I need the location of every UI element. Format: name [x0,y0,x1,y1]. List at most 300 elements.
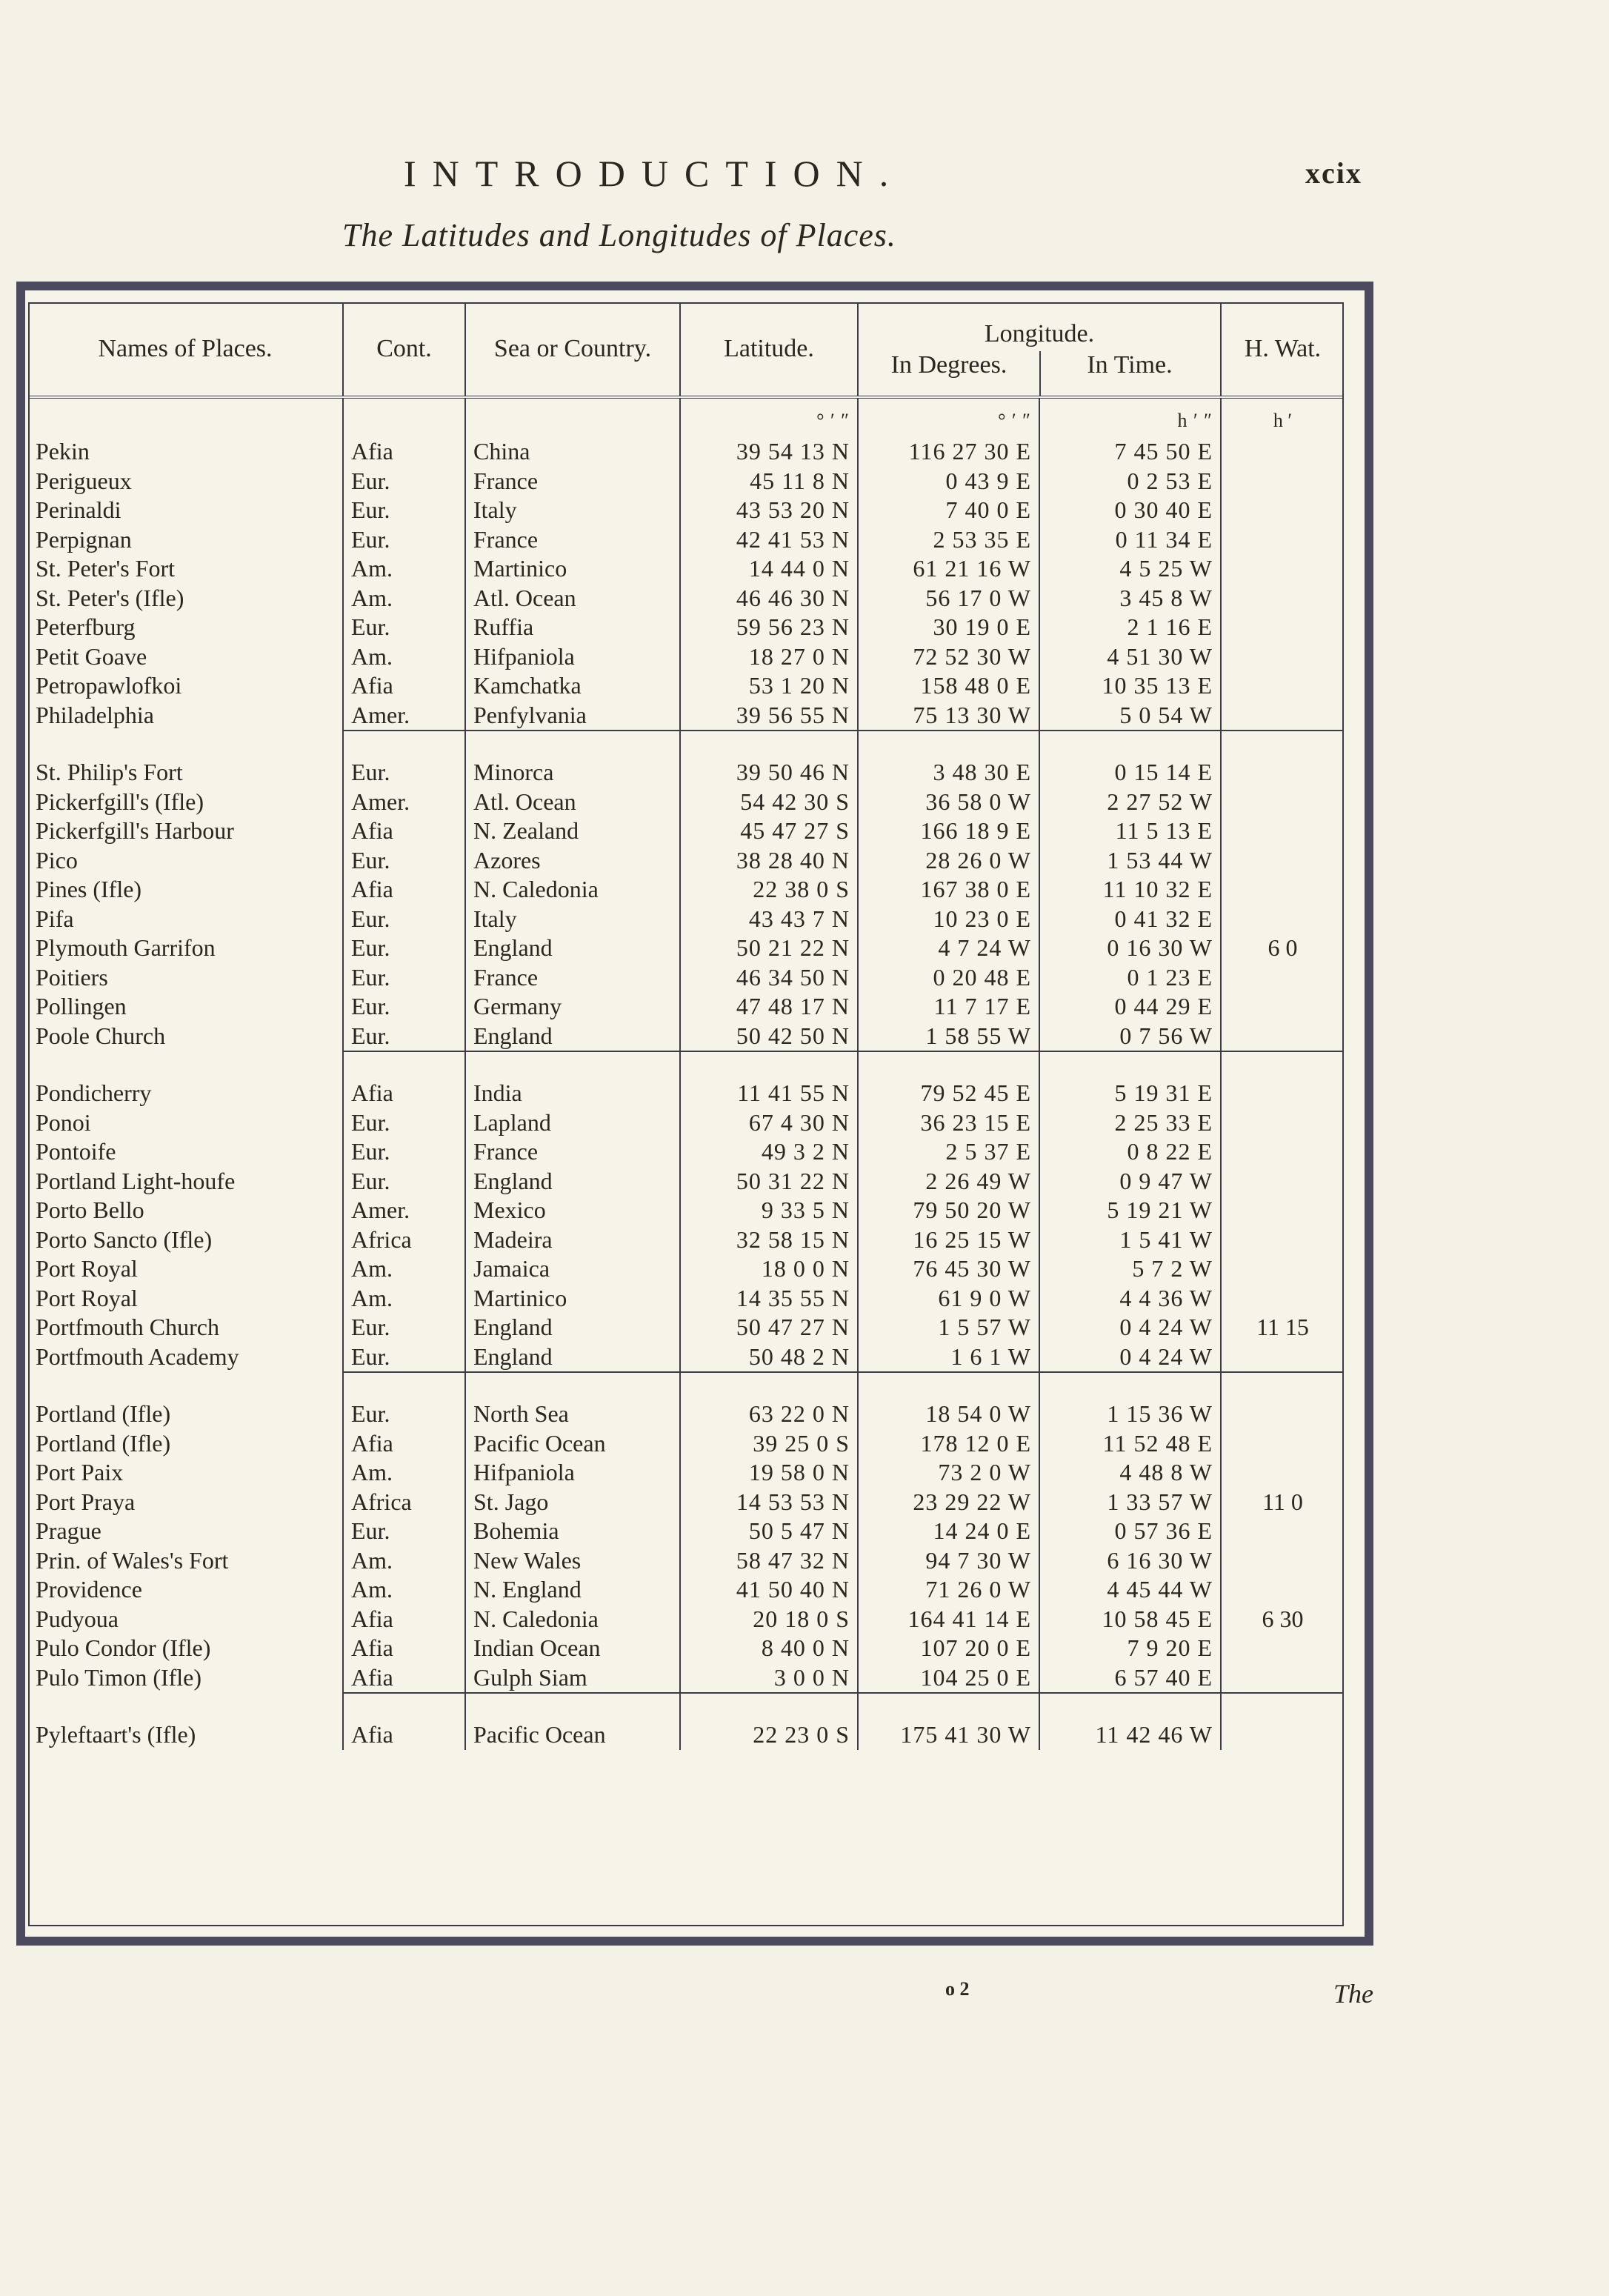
cell-lat: 39 25 0 S [680,1429,858,1459]
cell-name: Pulo Timon (Ifle) [28,1663,343,1694]
cell-lat: 49 3 2 N [680,1137,858,1167]
cell-sea: England [465,1022,680,1052]
cell-time: 6 16 30 W [1039,1546,1221,1576]
cell-name: Pico [28,846,343,876]
cell-sea: France [465,467,680,496]
cell-deg: 158 48 0 E [858,671,1039,701]
cell-sea: St. Jago [465,1488,680,1517]
cell-sea: Pacific Ocean [465,1720,680,1750]
running-head-title: INTRODUCTION. [404,153,905,194]
cell-hw [1221,846,1344,876]
cell-lat: 42 41 53 N [680,525,858,555]
table-row [28,496,1344,525]
cell-time: 0 2 53 E [1039,467,1221,496]
cell-lat: 14 44 0 N [680,554,858,584]
cell-hw [1221,1079,1344,1108]
cell-hw [1221,1137,1344,1167]
cell-sea: Bohemia [465,1517,680,1546]
cell-name: Philadelphia [28,701,343,731]
cell-hw [1221,437,1344,467]
table-row [28,671,1344,701]
cell-name: Petit Goave [28,642,343,672]
table-row [28,613,1344,642]
page-number: xcix [1305,156,1362,190]
cell-lat: 39 50 46 N [680,758,858,788]
cell-name: Perpignan [28,525,343,555]
cell-lat: 46 46 30 N [680,584,858,613]
cell-hw [1221,1225,1344,1255]
cell-hw: 11 15 [1256,1314,1309,1341]
cell-time: 0 30 40 E [1039,496,1221,525]
cell-name: Portland (Ifle) [28,1429,343,1459]
table-row [28,437,1344,467]
table-row [28,934,1344,963]
cell-lat: 50 47 27 N [680,1313,858,1342]
cell-cont: Eur. [343,758,465,788]
cell-sea: Minorca [465,758,680,788]
group-spacer [28,1693,1344,1720]
cell-name: Providence [28,1575,343,1605]
cell-hw [1221,875,1344,905]
cell-lat: 14 35 55 N [680,1284,858,1314]
cell-time: 7 45 50 E [1039,437,1221,467]
cell-lat: 22 38 0 S [680,875,858,905]
cell-lat: 50 48 2 N [680,1342,858,1373]
cell-sea: Ruffia [465,613,680,642]
cell-sea: Hifpaniola [465,1458,680,1488]
table-title: The Latitudes and Longitudes of Places. [342,217,896,253]
cell-sea: England [465,1167,680,1197]
cell-cont: Eur. [343,905,465,934]
cell-time: 1 53 44 W [1039,846,1221,876]
cell-cont: Eur. [343,613,465,642]
table-row [28,701,1344,731]
cell-deg: 107 20 0 E [858,1634,1039,1663]
cell-time: 4 45 44 W [1039,1575,1221,1605]
cell-sea: France [465,525,680,555]
cell-time: 1 33 57 W [1039,1488,1221,1517]
table-row [28,525,1344,555]
table-row [28,584,1344,613]
table-row [28,1458,1344,1488]
cell-deg: 18 54 0 W [858,1400,1039,1429]
cell-name: Pekin [28,437,343,467]
cell-deg: 10 23 0 E [858,905,1039,934]
cell-hw [1221,1254,1344,1284]
cell-lat: 54 42 30 S [680,788,858,817]
cell-time: 5 7 2 W [1039,1254,1221,1284]
cell-hw [1221,613,1344,642]
cell-deg: 79 50 20 W [858,1196,1039,1225]
table-row [28,992,1344,1022]
cell-hw [1221,905,1344,934]
cell-hw [1221,467,1344,496]
cell-sea: England [465,1342,680,1373]
cell-time: 0 4 24 W [1039,1342,1221,1373]
cell-cont: Africa [343,1488,465,1517]
table-row [28,1342,1344,1373]
cell-sea: Azores [465,846,680,876]
cell-time: 0 41 32 E [1039,905,1221,934]
cell-hw [1221,788,1344,817]
cell-time: 6 57 40 E [1039,1663,1221,1694]
cell-sea: Italy [465,905,680,934]
cell-hw [1221,496,1344,525]
longitude-degrees-label: In Degrees. [859,351,1041,396]
cell-name: Petropawlofkoi [28,671,343,701]
cell-name: Prague [28,1517,343,1546]
cell-name: Pulo Condor (Ifle) [28,1634,343,1663]
places-table [28,302,1344,1750]
table-row [28,875,1344,905]
cell-time: 4 51 30 W [1039,642,1221,672]
cell-hw [1221,1342,1344,1373]
cell-deg: 72 52 30 W [858,642,1039,672]
cell-hw [1221,1663,1344,1694]
cell-cont: Amer. [343,788,465,817]
cell-sea: Italy [465,496,680,525]
cell-sea: N. Zealand [465,816,680,846]
cell-sea: China [465,437,680,467]
cell-cont: Eur. [343,934,465,963]
cell-name: Pines (Ifle) [28,875,343,905]
cell-time: 11 5 13 E [1039,816,1221,846]
cell-lat: 53 1 20 N [680,671,858,701]
cell-sea: Indian Ocean [465,1634,680,1663]
table-row [28,1634,1344,1663]
cell-cont: Amer. [343,1196,465,1225]
table-row [28,1167,1344,1197]
table-row [28,758,1344,788]
table-row [28,1022,1344,1052]
cell-deg: 61 21 16 W [858,554,1039,584]
cell-deg: 4 7 24 W [858,934,1039,963]
cell-time: 0 16 30 W [1039,934,1221,963]
cell-deg: 175 41 30 W [858,1720,1039,1750]
cell-cont: Afia [343,1079,465,1108]
table-row [28,846,1344,876]
cell-cont: Am. [343,584,465,613]
cell-name: Plymouth Garrifon [28,934,343,963]
cell-cont: Afia [343,1605,465,1634]
cell-deg: 7 40 0 E [858,496,1039,525]
cell-cont: Am. [343,1546,465,1576]
hwat-units: h ′ [1273,409,1293,431]
cell-name: Pifa [28,905,343,934]
cell-name: Ponoi [28,1108,343,1138]
cell-lat: 19 58 0 N [680,1458,858,1488]
cell-cont: Afia [343,437,465,467]
cell-lat: 39 56 55 N [680,701,858,731]
cell-hw [1221,1022,1344,1052]
cell-time: 1 5 41 W [1039,1225,1221,1255]
cell-name: Poole Church [28,1022,343,1052]
cell-name: Pudyoua [28,1605,343,1634]
cell-time: 0 44 29 E [1039,992,1221,1022]
cell-cont: Africa [343,1225,465,1255]
cell-hw [1221,701,1344,731]
group-spacer [28,1051,1344,1079]
cell-lat: 9 33 5 N [680,1196,858,1225]
cell-name: Port Royal [28,1284,343,1314]
cell-time: 3 45 8 W [1039,584,1221,613]
table-row [28,816,1344,846]
cell-lat: 41 50 40 N [680,1575,858,1605]
cell-sea: Atl. Ocean [465,584,680,613]
table-row [28,1079,1344,1108]
cell-sea: N. Caledonia [465,875,680,905]
cell-cont: Eur. [343,1108,465,1138]
cell-lat: 3 0 0 N [680,1663,858,1694]
cell-deg: 116 27 30 E [858,437,1039,467]
cell-name: Portfmouth Church [28,1313,343,1342]
col-header-high-water: H. Wat. [1221,302,1344,397]
cell-sea: Kamchatka [465,671,680,701]
cell-name: Port Royal [28,1254,343,1284]
cell-hw [1221,1108,1344,1138]
cell-cont: Am. [343,1284,465,1314]
group-spacer [28,1372,1344,1400]
table-row [28,1720,1344,1750]
cell-lat: 43 43 7 N [680,905,858,934]
cell-time: 4 48 8 W [1039,1458,1221,1488]
cell-hw [1221,1400,1344,1429]
table-row [28,1546,1344,1576]
cell-lat: 46 34 50 N [680,963,858,993]
cell-cont: Eur. [343,1313,465,1342]
table-row [28,905,1344,934]
cell-hw [1221,525,1344,555]
cell-name: Pollingen [28,992,343,1022]
cell-deg: 0 20 48 E [858,963,1039,993]
table-row [28,467,1344,496]
cell-hw [1221,1167,1344,1197]
table-row [28,1196,1344,1225]
cell-hw [1221,1458,1344,1488]
table-row [28,1313,1344,1342]
cell-hw [1221,1284,1344,1314]
cell-hw [1221,642,1344,672]
cell-lat: 47 48 17 N [680,992,858,1022]
cell-cont: Afia [343,671,465,701]
cell-lat: 50 5 47 N [680,1517,858,1546]
cell-time: 0 11 34 E [1039,525,1221,555]
signature-mark: o 2 [945,1978,970,2000]
cell-cont: Afia [343,875,465,905]
cell-hw [1221,1429,1344,1459]
cell-cont: Am. [343,1575,465,1605]
cell-time: 2 25 33 E [1039,1108,1221,1138]
cell-deg: 2 53 35 E [858,525,1039,555]
cell-sea: Penfylvania [465,701,680,731]
cell-hw: 11 0 [1262,1488,1303,1515]
cell-name: St. Peter's Fort [28,554,343,584]
cell-lat: 45 47 27 S [680,816,858,846]
longitude-time-label: In Time. [1087,351,1173,379]
cell-name: Peterfburg [28,613,343,642]
cell-time: 10 35 13 E [1039,671,1221,701]
cell-hw [1221,584,1344,613]
cell-time: 11 10 32 E [1039,875,1221,905]
cell-hw [1221,554,1344,584]
cell-hw [1221,1517,1344,1546]
table-row [28,1108,1344,1138]
cell-deg: 79 52 45 E [858,1079,1039,1108]
cell-time: 5 19 31 E [1039,1079,1221,1108]
cell-lat: 8 40 0 N [680,1634,858,1663]
cell-name: Portfmouth Academy [28,1342,343,1373]
cell-deg: 11 7 17 E [858,992,1039,1022]
cell-sea: France [465,963,680,993]
cell-name: Portland (Ifle) [28,1400,343,1429]
table-row [28,1605,1344,1634]
cell-hw [1221,671,1344,701]
cell-cont: Am. [343,642,465,672]
cell-deg: 2 26 49 W [858,1167,1039,1197]
cell-lat: 39 54 13 N [680,437,858,467]
cell-time: 10 58 45 E [1039,1605,1221,1634]
cell-name: Pondicherry [28,1079,343,1108]
cell-deg: 1 58 55 W [858,1022,1039,1052]
deg-units: ° ′ ″ [858,397,1039,437]
cell-name: Pontoife [28,1137,343,1167]
cell-lat: 43 53 20 N [680,496,858,525]
cell-cont: Afia [343,1429,465,1459]
cell-cont: Eur. [343,1400,465,1429]
cell-lat: 58 47 32 N [680,1546,858,1576]
table-row [28,1517,1344,1546]
cell-cont: Eur. [343,1342,465,1373]
cell-hw: 6 30 [1262,1605,1304,1632]
cell-sea: France [465,1137,680,1167]
cell-lat: 18 0 0 N [680,1254,858,1284]
cell-deg: 16 25 15 W [858,1225,1039,1255]
col-header-cont: Cont. [343,302,465,397]
cell-deg: 36 23 15 E [858,1108,1039,1138]
cell-lat: 63 22 0 N [680,1400,858,1429]
cell-deg: 166 18 9 E [858,816,1039,846]
cell-hw [1221,1196,1344,1225]
cell-deg: 0 43 9 E [858,467,1039,496]
cell-deg: 167 38 0 E [858,875,1039,905]
cell-sea: North Sea [465,1400,680,1429]
cell-sea: N. Caledonia [465,1605,680,1634]
cell-name: Pickerfgill's (Ifle) [28,788,343,817]
cell-hw: 6 0 [1267,934,1298,962]
cell-time: 0 15 14 E [1039,758,1221,788]
table-row [28,1137,1344,1167]
cell-hw [1221,1720,1344,1750]
cell-lat: 38 28 40 N [680,846,858,876]
cell-cont: Amer. [343,701,465,731]
cell-time: 0 1 23 E [1039,963,1221,993]
table-row [28,1488,1344,1517]
cell-hw [1221,816,1344,846]
cell-cont: Eur. [343,992,465,1022]
cell-time: 2 1 16 E [1039,613,1221,642]
cell-lat: 11 41 55 N [680,1079,858,1108]
cell-lat: 59 56 23 N [680,613,858,642]
cell-time: 1 15 36 W [1039,1400,1221,1429]
cell-cont: Eur. [343,963,465,993]
cell-deg: 1 5 57 W [858,1313,1039,1342]
cell-time: 4 4 36 W [1039,1284,1221,1314]
cell-lat: 50 31 22 N [680,1167,858,1197]
longitude-label: Longitude. [984,320,1095,347]
cell-deg: 61 9 0 W [858,1284,1039,1314]
cell-cont: Am. [343,554,465,584]
cell-sea: England [465,1313,680,1342]
cell-time: 0 7 56 W [1039,1022,1221,1052]
cell-deg: 164 41 14 E [858,1605,1039,1634]
table-row [28,642,1344,672]
cell-lat: 22 23 0 S [680,1720,858,1750]
cell-cont: Afia [343,1663,465,1694]
catchword: The [1333,1979,1373,2009]
cell-hw [1221,1575,1344,1605]
cell-hw [1221,1634,1344,1663]
cell-hw [1221,992,1344,1022]
cell-time: 5 19 21 W [1039,1196,1221,1225]
cell-deg: 36 58 0 W [858,788,1039,817]
cell-time: 0 8 22 E [1039,1137,1221,1167]
cell-name: Port Paix [28,1458,343,1488]
cell-name: Porto Bello [28,1196,343,1225]
cell-deg: 76 45 30 W [858,1254,1039,1284]
cell-cont: Am. [343,1254,465,1284]
cell-deg: 56 17 0 W [858,584,1039,613]
cell-sea: Atl. Ocean [465,788,680,817]
cell-lat: 18 27 0 N [680,642,858,672]
cell-name: Poitiers [28,963,343,993]
cell-cont: Afia [343,816,465,846]
cell-deg: 94 7 30 W [858,1546,1039,1576]
cell-time: 11 52 48 E [1039,1429,1221,1459]
cell-time: 7 9 20 E [1039,1634,1221,1663]
col-header-longitude [858,302,1221,397]
cell-lat: 45 11 8 N [680,467,858,496]
cell-time: 0 57 36 E [1039,1517,1221,1546]
cell-deg: 104 25 0 E [858,1663,1039,1694]
cell-sea: Germany [465,992,680,1022]
cell-sea: India [465,1079,680,1108]
cell-sea: Lapland [465,1108,680,1138]
cell-sea: Madeira [465,1225,680,1255]
cell-lat: 50 42 50 N [680,1022,858,1052]
cell-deg: 71 26 0 W [858,1575,1039,1605]
cell-time: 2 27 52 W [1039,788,1221,817]
cell-hw [1221,1546,1344,1576]
cell-lat: 32 58 15 N [680,1225,858,1255]
table-body [28,397,1344,1750]
time-units: h ′ ″ [1039,397,1221,437]
cell-sea: Mexico [465,1196,680,1225]
cell-lat: 14 53 53 N [680,1488,858,1517]
cell-cont: Eur. [343,846,465,876]
cell-cont: Eur. [343,525,465,555]
table-row [28,1284,1344,1314]
cell-cont: Am. [343,1458,465,1488]
cell-cont: Eur. [343,1517,465,1546]
cell-name: Pickerfgill's Harbour [28,816,343,846]
table-row [28,554,1344,584]
cell-name: Porto Sancto (Ifle) [28,1225,343,1255]
cell-hw [1221,758,1344,788]
cell-cont: Eur. [343,1022,465,1052]
cell-cont: Eur. [343,467,465,496]
cell-name: Pyleftaart's (Ifle) [28,1720,343,1750]
table-row [28,1575,1344,1605]
